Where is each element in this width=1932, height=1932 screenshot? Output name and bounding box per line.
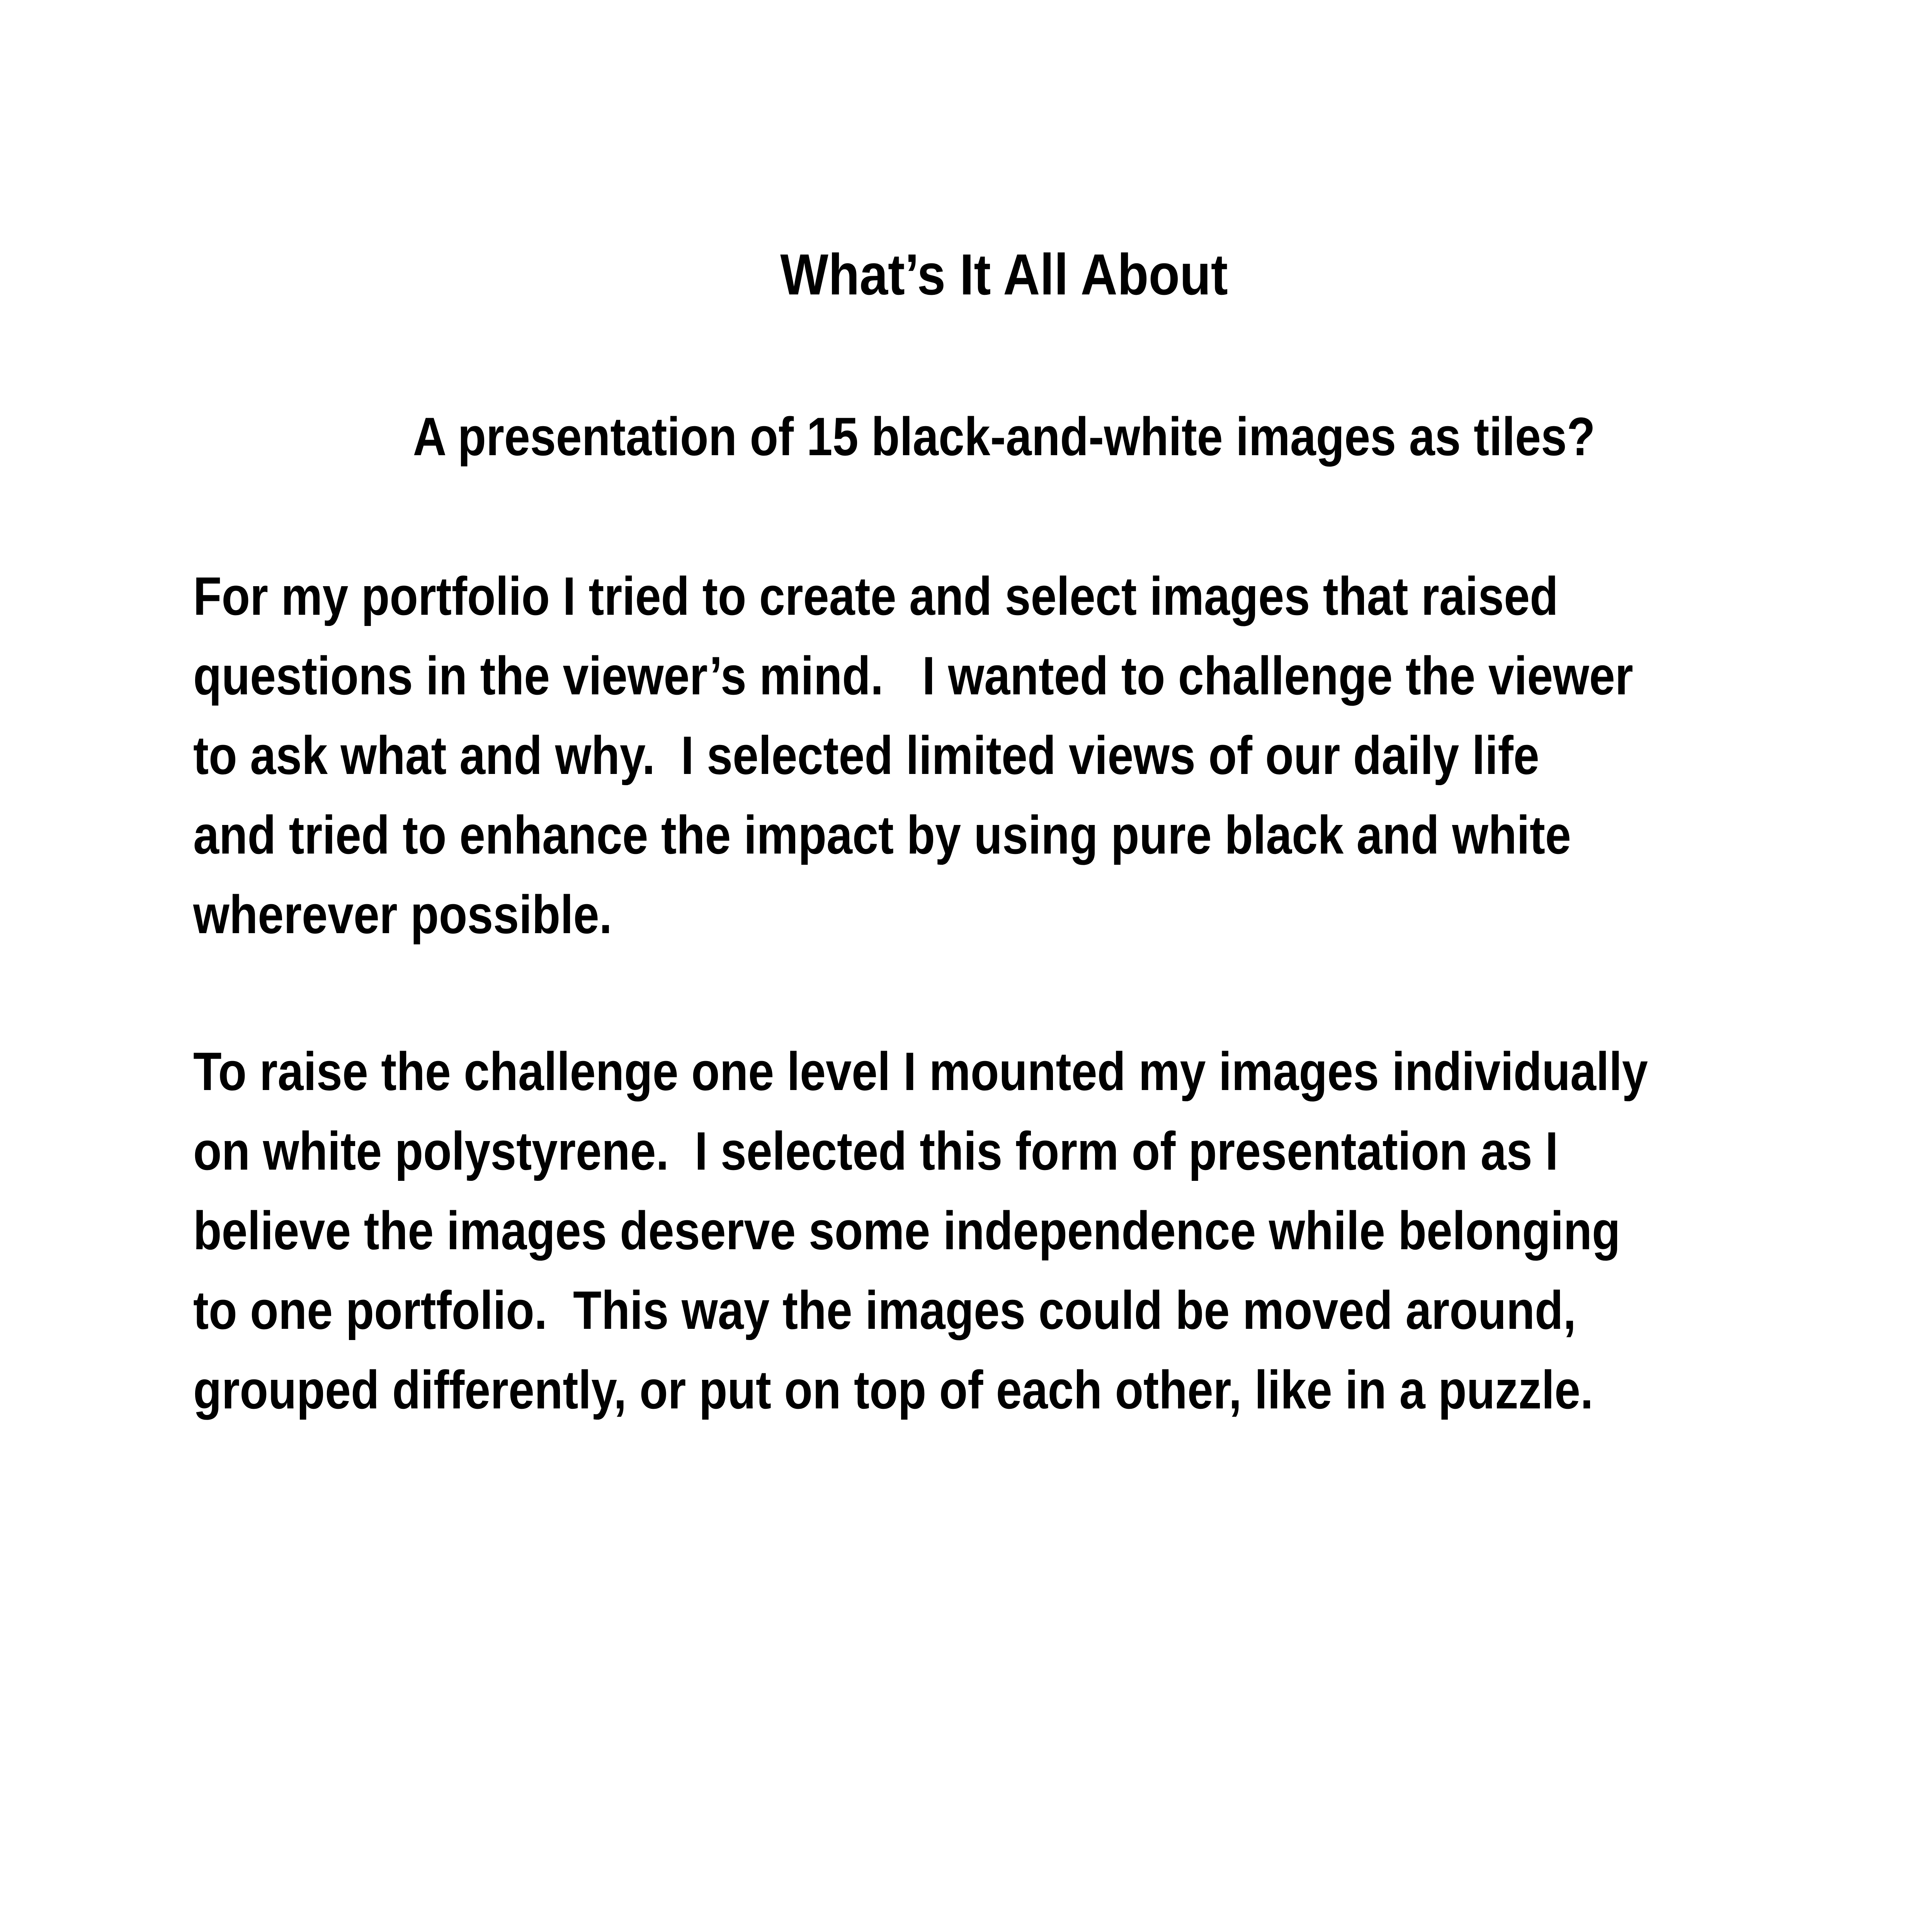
- paragraph-line: to ask what and why. I selected limited views of our daily life: [193, 725, 1539, 786]
- document-title: What’s It All About: [780, 242, 1228, 307]
- paragraph-line: believe the images deserve some independence while belonging: [193, 1200, 1621, 1261]
- paragraph-line: grouped differently, or put on top of each other, like in a puzzle.: [193, 1359, 1594, 1420]
- paragraph-line: questions in the viewer’s mind. I wanted to challenge the viewer: [193, 645, 1633, 706]
- paragraph-line: on white polystyrene. I selected this form of presentation as I: [193, 1121, 1558, 1181]
- paragraph-line: and tried to enhance the impact by using pure black and white: [193, 804, 1571, 865]
- paragraph-presentation-form: [193, 1032, 1689, 1430]
- paragraph-line: For my portfolio I tried to create and select images that raised: [193, 566, 1558, 626]
- paragraph-portfolio-intent: [193, 556, 1689, 954]
- paragraph-line: to one portfolio. This way the images could be moved around,: [193, 1280, 1576, 1340]
- document-subtitle: A presentation of 15 black-and-white images as tiles?: [413, 406, 1595, 467]
- paragraph-line: To raise the challenge one level I mounted my images individually: [193, 1041, 1648, 1102]
- paragraph-line: wherever possible.: [193, 884, 612, 945]
